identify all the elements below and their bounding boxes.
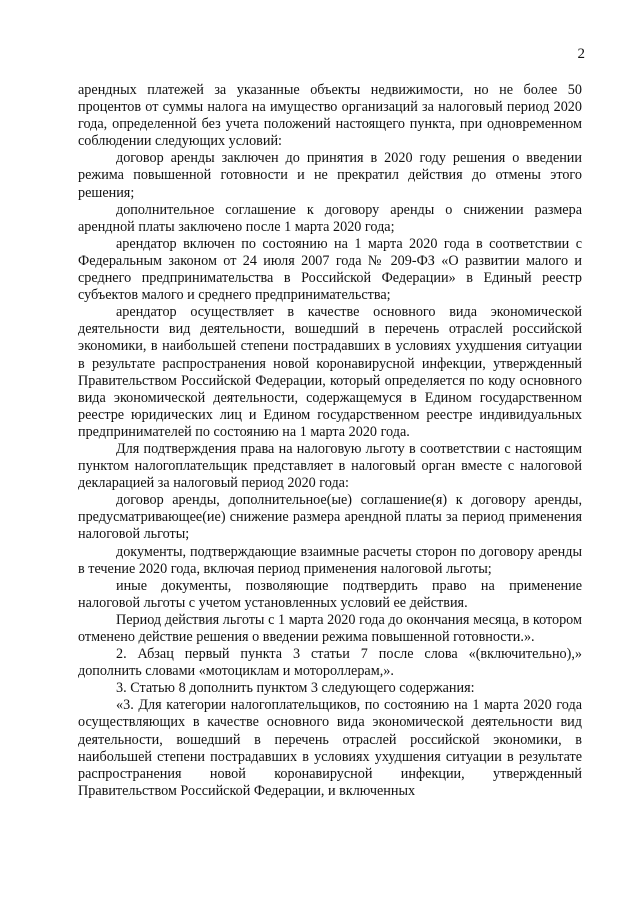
paragraph: дополнительное соглашение к договору аренды о снижении размера арендной платы заключено после 1 марта 2020 года; — [78, 201, 582, 235]
paragraph: арендатор осуществляет в качестве основного вида экономической деятельности вид деятельности, вошедший в перечень отраслей российской экономики, в наибольшей степени пострадавших в условиях ухудшения ситуации в результате распространения новой коронавирусной инфекции, утвержденный Правительством Российской Федерации, который определяется по коду основного вида экономической деятельности, содержащемуся в Едином государственном реестре юридических лиц и Едином государственном реестре индивидуальных предпринимателей по состоянию на 1 марта 2020 года. — [78, 304, 582, 440]
document-body — [78, 82, 582, 800]
paragraph: иные документы, позволяющие подтвердить право на применение налоговой льготы с учетом установленных условий ее действия. — [78, 577, 582, 611]
paragraph: договор аренды, дополнительное(ые) соглашение(я) к договору аренды, предусматривающее(ие) снижение размера арендной платы за период применения налоговой льготы; — [78, 492, 582, 543]
paragraph: Период действия льготы с 1 марта 2020 года до окончания месяца, в котором отменено действие решения о введении режима повышенной готовности.». — [78, 611, 582, 645]
paragraph: арендных платежей за указанные объекты недвижимости, но не более 50 процентов от суммы налога на имущество организаций за налоговый период 2020 года, определенной без учета положений настоящего пункта, при одновременном соблюдении следующих условий: — [78, 82, 582, 150]
page-number: 2 — [577, 46, 585, 62]
paragraph: 2. Абзац первый пункта 3 статьи 7 после слова «(включительно),» дополнить словами «мотоциклам и мотороллерам,». — [78, 646, 582, 680]
paragraph: «3. Для категории налогоплательщиков, по состоянию на 1 марта 2020 года осуществляющих в качестве основного вида экономической деятельности вид деятельности, вошедший в перечень отраслей российской экономики, в наибольшей степени пострадавших в условиях ухудшения ситуации в результате распространения новой коронавирусной инфекции, утвержденный Правительством Российской Федерации, и включенных — [78, 697, 582, 799]
paragraph: 3. Статью 8 дополнить пунктом 3 следующего содержания: — [116, 680, 475, 697]
paragraph: документы, подтверждающие взаимные расчеты сторон по договору аренды в течение 2020 года, включая период применения налоговой льготы; — [78, 543, 582, 577]
paragraph: Для подтверждения права на налоговую льготу в соответствии с настоящим пунктом налогоплательщик представляет в налоговый орган вместе с налоговой декларацией за налоговый период 2020 года: — [78, 440, 582, 492]
paragraph: договор аренды заключен до принятия в 2020 году решения о введении режима повышенной готовности и не прекратил действия до отмены этого решения; — [78, 150, 582, 201]
paragraph: арендатор включен по состоянию на 1 марта 2020 года в соответствии с Федеральным законом от 24 июля 2007 года № 209-ФЗ «О развитии малого и среднего предпринимательства в Российской Федерации» в Единый реестр субъектов малого и среднего предпринимательства; — [78, 235, 582, 304]
